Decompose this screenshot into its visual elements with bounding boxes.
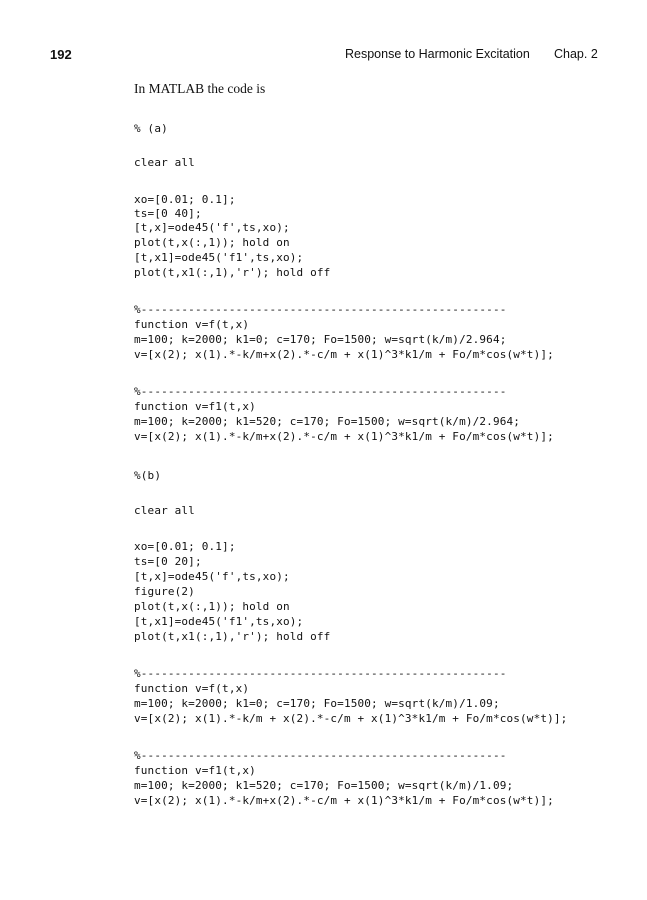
page-number: 192 <box>50 47 72 62</box>
code-line: [t,x1]=ode45('f1',ts,xo); <box>134 615 304 628</box>
code-line: v=[x(2); x(1).*-k/m + x(2).*-c/m + x(1)^3*k1/m + Fo/m*cos(w*t)]; <box>134 712 568 725</box>
code-line: plot(t,x1(:,1),'r'); hold off <box>134 266 331 279</box>
code-line: function v=f(t,x) <box>134 682 250 695</box>
intro-text: In MATLAB the code is <box>134 81 266 96</box>
code-line: v=[x(2); x(1).*-k/m+x(2).*-c/m + x(1)^3*k1/m + Fo/m*cos(w*t)]; <box>134 348 554 361</box>
code-line: [t,x]=ode45('f',ts,xo); <box>134 221 290 234</box>
code-line: %------------------------------------------------------ <box>134 385 507 398</box>
code-line: m=100; k=2000; k1=520; c=170; Fo=1500; w=sqrt(k/m)/1.09; <box>134 779 514 792</box>
code-line: v=[x(2); x(1).*-k/m+x(2).*-c/m + x(1)^3*k1/m + Fo/m*cos(w*t)]; <box>134 430 554 443</box>
code-line: clear all <box>134 504 195 517</box>
code-line: function v=f1(t,x) <box>134 764 256 777</box>
code-line: %------------------------------------------------------ <box>134 749 507 762</box>
code-line: figure(2) <box>134 585 195 598</box>
code-line: m=100; k=2000; k1=0; c=170; Fo=1500; w=sqrt(k/m)/2.964; <box>134 333 507 346</box>
running-title: Response to Harmonic Excitation <box>345 47 530 61</box>
code-line: %------------------------------------------------------ <box>134 667 507 680</box>
code-line: m=100; k=2000; k1=0; c=170; Fo=1500; w=sqrt(k/m)/1.09; <box>134 697 500 710</box>
code-line: function v=f(t,x) <box>134 318 250 331</box>
code-line: plot(t,x(:,1)); hold on <box>134 236 290 249</box>
code-line: v=[x(2); x(1).*-k/m+x(2).*-c/m + x(1)^3*k1/m + Fo/m*cos(w*t)]; <box>134 794 554 807</box>
code-line: ts=[0 20]; <box>134 555 202 568</box>
code-line: xo=[0.01; 0.1]; <box>134 193 236 206</box>
code-line: function v=f1(t,x) <box>134 400 256 413</box>
page-header <box>0 47 647 67</box>
chapter-label: Chap. 2 <box>554 47 598 61</box>
code-line: [t,x1]=ode45('f1',ts,xo); <box>134 251 304 264</box>
code-line: m=100; k=2000; k1=520; c=170; Fo=1500; w=sqrt(k/m)/2.964; <box>134 415 521 428</box>
code-line: clear all <box>134 156 195 169</box>
code-line: %(b) <box>134 469 162 482</box>
code-line: xo=[0.01; 0.1]; <box>134 540 236 553</box>
code-line: [t,x]=ode45('f',ts,xo); <box>134 570 290 583</box>
code-line: %------------------------------------------------------ <box>134 303 507 316</box>
code-line: % (a) <box>134 122 168 135</box>
code-line: plot(t,x1(:,1),'r'); hold off <box>134 630 331 643</box>
code-line: plot(t,x(:,1)); hold on <box>134 600 290 613</box>
code-line: ts=[0 40]; <box>134 207 202 220</box>
